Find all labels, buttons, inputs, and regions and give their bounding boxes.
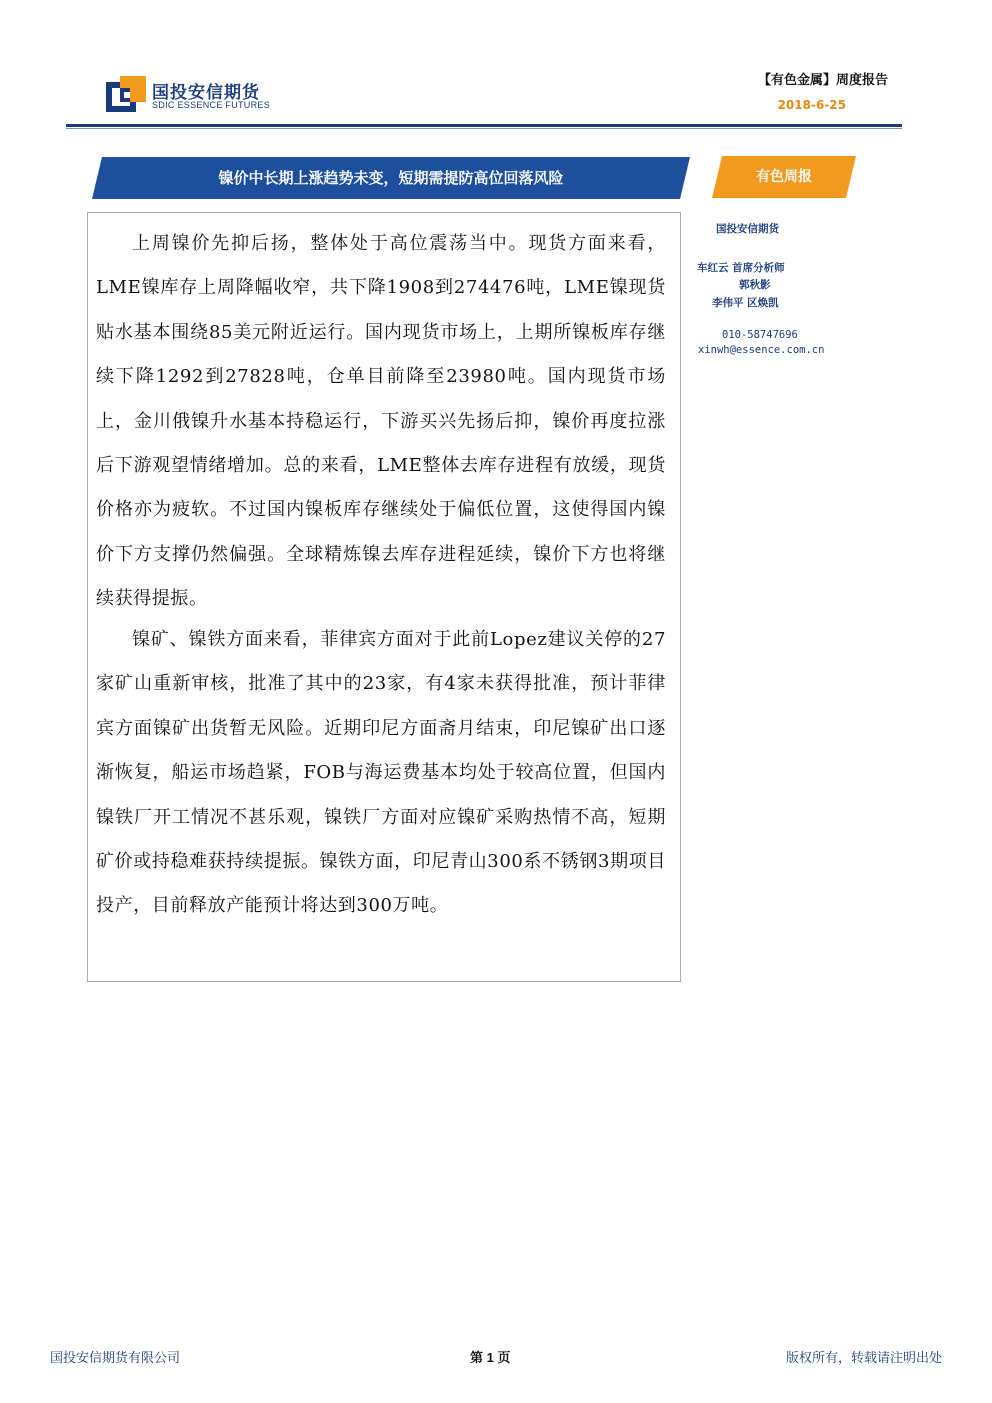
footer-company: 国投安信期货有限公司 — [50, 1351, 181, 1366]
side-banner-label: 有色周报 — [756, 169, 812, 185]
logo-chinese-name: 国投安信期货 — [152, 83, 260, 103]
sidebar-analyst-2: 郭秋影 — [739, 279, 771, 291]
logo-english-name: SDIC ESSENCE FUTURES — [152, 100, 271, 110]
sidebar-analyst-1: 车红云 首席分析师 — [697, 262, 785, 274]
body-paragraph-2: 镍矿、镍铁方面来看，菲律宾方面对于此前Lopez建议关停的27家矿山重新审核，批准了其中的23家，有4家未获得批准，预计菲律宾方面镍矿出货暂无风险。近期印尼方面斋月结束，印尼镍矿出口逐渐恢复，船运市场趋紧，FOB与海运费基本均处于较高位置，但国内镍铁厂开工情况不甚乐观，镍铁厂方面对应镍矿采购热情不高，短期矿价或持稳难获持续提振。镍铁方面，印尼青山300系不锈钢3期项目投产，目前释放产能预计将达到300万吨。 — [96, 629, 666, 917]
sidebar-company: 国投安信期货 — [716, 223, 779, 235]
footer-page-number: 第 1 页 — [470, 1350, 511, 1365]
company-logo-icon — [106, 76, 146, 112]
header-divider-thin — [66, 128, 902, 129]
sidebar-phone: 010-58747696 — [722, 329, 798, 341]
sidebar-analyst-3: 李伟平 区焕凯 — [712, 297, 779, 309]
sidebar-email[interactable]: xinwh@essence.com.cn — [698, 344, 825, 356]
header-divider — [66, 124, 902, 127]
report-type-label: 【有色金属】周度报告 — [757, 73, 888, 88]
report-title: 镍价中长期上涨趋势未变，短期需提防高位回落风险 — [218, 169, 564, 187]
footer-copyright: 版权所有，转载请注明出处 — [785, 1351, 942, 1366]
body-paragraph-1: 上周镍价先抑后扬，整体处于高位震荡当中。现货方面来看，LME镍库存上周降幅收窄，共下降1908到274476吨，LME镍现货贴水基本围绕85美元附近运行。国内现货市场上，上期所镍板库存继续下降1292到27828吨，仓单目前降至23980吨。国内现货市场上，金川俄镍升水基本持稳运行，下游买兴先扬后抑，镍价再度拉涨后下游观望情绪增加。总的来看，LME整体去库存进程有放缓，现货价格亦为疲软。不过国内镍板库存继续处于偏低位置，这使得国内镍价下方支撑仍然偏强。全球精炼镍去库存进程延续，镍价下方也将继续获得提振。 — [96, 233, 666, 610]
report-date: 2018-6-25 — [777, 98, 846, 112]
